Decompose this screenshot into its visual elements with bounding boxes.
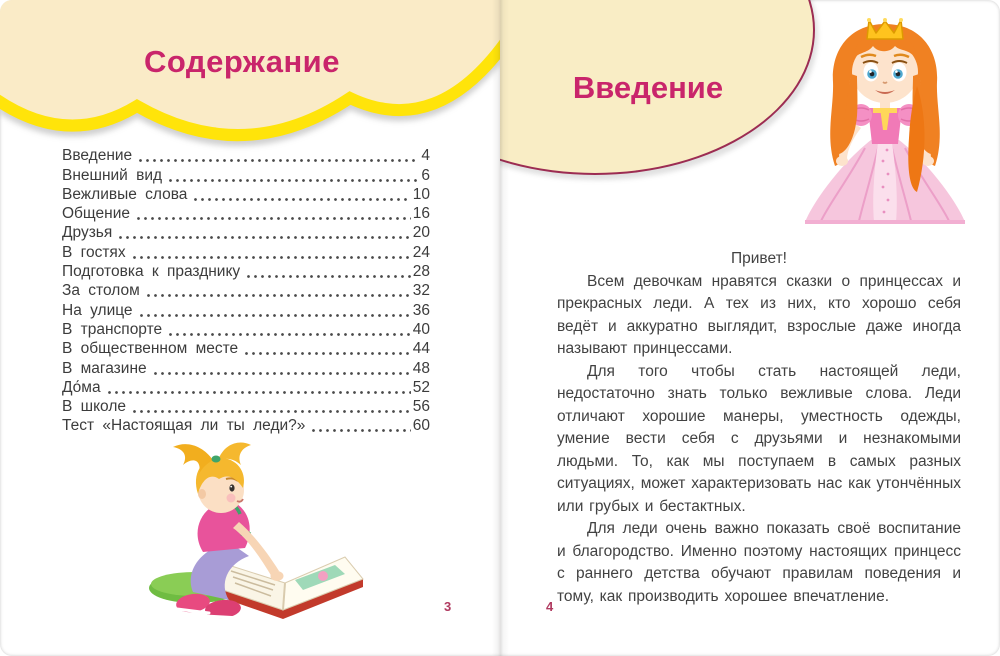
greeting-line: Привет! xyxy=(731,250,787,267)
toc-entry-label: Друзья xyxy=(62,224,113,242)
book-spine-shadow xyxy=(492,0,509,656)
toc-dot-leader xyxy=(139,159,419,162)
toc-row xyxy=(62,339,430,358)
intro-paragraph-3: Для леди очень важно показать своё воспитание и благородство. Именно поэтому настоящих принцесс с раннего детства обучают правилам поведения и тому, как производить хорошее впечатление. xyxy=(557,520,961,605)
toc-dot-leader xyxy=(169,179,419,182)
toc-entry-page: 24 xyxy=(412,243,430,261)
toc-dot-leader xyxy=(133,410,411,413)
toc-entry-page: 4 xyxy=(421,147,430,165)
toc-entry-label: За столом xyxy=(62,282,140,300)
toc-entry-label: До́ма xyxy=(62,378,101,396)
toc-entry-page: 16 xyxy=(412,205,430,223)
toc-entry-label: В транспорте xyxy=(62,320,163,338)
toc-entry-label: Введение xyxy=(62,147,133,165)
toc-dot-leader xyxy=(154,372,411,375)
toc-entry-page: 44 xyxy=(412,340,430,358)
toc-row xyxy=(62,358,430,377)
toc-entry-page: 60 xyxy=(412,417,430,435)
toc-entry-page: 32 xyxy=(412,282,430,300)
toc-dot-leader xyxy=(194,198,410,201)
face xyxy=(852,34,918,103)
toc-dot-leader xyxy=(245,352,411,355)
toc-dot-leader xyxy=(247,275,411,278)
toc-entry-label: В гостях xyxy=(62,243,126,261)
intro-paragraph-2: Для того чтобы стать настоящей леди, недостаточно знать только вежливые слова. Леди отличают хорошие манеры, уместность одежды, умение вести себя с друзьями и незнакомыми людьми. То, как мы поступаем в самых разных ситуациях, может характеризовать нас как утончённых или грубых и бестактных. xyxy=(557,362,961,515)
toc-row xyxy=(62,416,430,435)
page-number-left: 3 xyxy=(444,599,452,614)
dress xyxy=(805,100,965,222)
toc-entry-page: 28 xyxy=(412,263,430,281)
toc-entry-label: Внешний вид xyxy=(62,166,163,184)
toc-dot-leader xyxy=(108,391,411,394)
toc-entry-page: 36 xyxy=(412,301,430,319)
toc-entry-label: Общение xyxy=(62,205,130,223)
toc-dot-leader xyxy=(312,429,410,432)
toc-entry-label: Подготовка к празднику xyxy=(62,263,241,281)
toc-entry-label: В общественном месте xyxy=(62,340,239,358)
introduction-title: Введение xyxy=(572,70,724,105)
toc-dot-leader xyxy=(147,294,411,297)
toc-row xyxy=(62,223,430,242)
toc-entry-label: В магазине xyxy=(62,359,147,377)
toc-row xyxy=(62,378,430,397)
toc-entry-page: 6 xyxy=(421,166,430,184)
toc-entry-page: 10 xyxy=(412,185,430,203)
toc-entry-page: 52 xyxy=(412,378,430,396)
toc-row xyxy=(62,262,430,281)
page-right xyxy=(500,0,1000,656)
toc-row xyxy=(62,204,430,223)
toc-dot-leader xyxy=(133,256,411,259)
toc-entry-label: На улице xyxy=(62,301,133,319)
toc-entry-page: 48 xyxy=(412,359,430,377)
toc-row xyxy=(62,300,430,319)
intro-paragraph-1: Всем девочкам нравятся сказки о принцессах и прекрасных леди. А тех из них, кто хорошо себя ведёт и аккуратно выглядит, взрослые даже иногда называют принцессами. xyxy=(557,272,961,357)
toc-row xyxy=(62,165,430,184)
toc-dot-leader xyxy=(169,333,411,336)
toc-row xyxy=(62,320,430,339)
toc-row xyxy=(62,146,430,165)
toc-row xyxy=(62,281,430,300)
toc-dot-leader xyxy=(137,217,411,220)
table-of-contents xyxy=(62,146,430,435)
introduction-text xyxy=(557,248,961,608)
toc-entry-page: 20 xyxy=(412,224,430,242)
toc-row xyxy=(62,397,430,416)
princess-illustration xyxy=(795,16,975,236)
toc-row xyxy=(62,185,430,204)
toc-entry-label: В школе xyxy=(62,398,126,416)
girl-reading-book-illustration xyxy=(133,438,368,628)
toc-row xyxy=(62,242,430,261)
toc-dot-leader xyxy=(140,314,411,317)
page-number-right: 4 xyxy=(546,599,554,614)
crown xyxy=(867,18,903,39)
toc-dot-leader xyxy=(119,236,410,239)
toc-entry-page: 56 xyxy=(412,398,430,416)
toc-entry-label: Тест «Настоящая ли ты леди?» xyxy=(62,417,306,435)
contents-title: Содержание xyxy=(144,44,340,79)
toc-entry-page: 40 xyxy=(412,320,430,338)
toc-entry-label: Вежливые слова xyxy=(62,185,188,203)
